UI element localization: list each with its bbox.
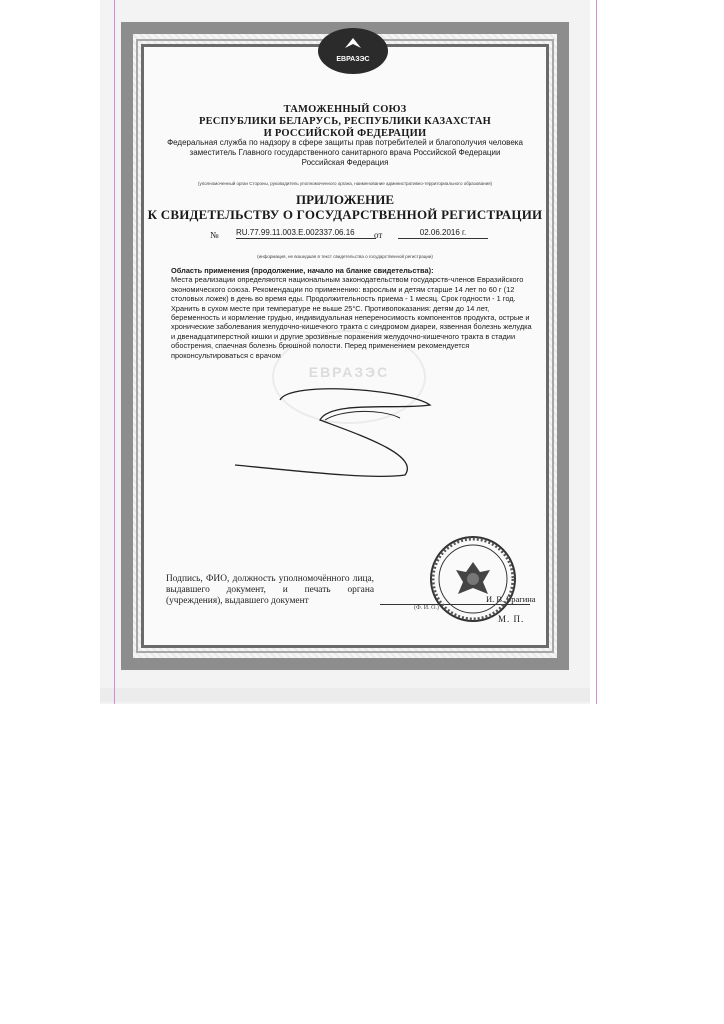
registration-number: RU.77.99.11.003.E.002337.06.16 xyxy=(236,228,376,239)
union-line-2: РЕСПУБЛИКИ БЕЛАРУСЬ, РЕСПУБЛИКИ КАЗАХСТАН xyxy=(198,116,491,127)
signer-name: И. В. Брагина xyxy=(486,594,536,604)
seal-place-mark: М. П. xyxy=(498,614,525,624)
evrazes-emblem xyxy=(318,28,388,74)
scope-text: Места реализации определяются национальным законодательством государств-членов Евразийского экономического союза. Рекомендации по применению: взрослым и детям старше 14 лет по 60 г (12 столовых ложек) в день во время еды. Продолжительность приема - 1 месяц. Срок годности - 1 год. Хранить в сухом месте при температуре не выше 25°С. Противопоказания: детям до 14 лет, беременность и кормление грудью, индивидуальная непереносимость компонентов продукта, острые и хронические заболевания желудочно-кишечного тракта с синдромом диареи, язвенная болезнь желудка и двенадцатиперстной кишки и другие эрозивные поражения желудочно-кишечного тракта в стадии обострения, спаечная болезнь брюшной полости. Перед применением рекомендуется проконсультироваться с врачом xyxy=(171,275,532,360)
union-line-3: И РОССИЙСКОЙ ФЕДЕРАЦИИ xyxy=(263,128,427,139)
watermark-text: ЕВРАЗЭС xyxy=(308,364,390,380)
right-margin-line xyxy=(596,0,597,704)
annex-subtitle: К СВИДЕТЕЛЬСТВУ О ГОСУДАРСТВЕННОЙ РЕГИСТРАЦИИ xyxy=(147,207,543,222)
scope-heading: Область применения (продолжение, начало на бланке свидетельства): xyxy=(171,266,434,275)
left-margin-line xyxy=(114,0,115,704)
agency-line-2: заместитель Главного государственного санитарного врача Российской Федерации xyxy=(189,148,501,157)
emblem-text: ЕВРАЗЭС xyxy=(336,56,370,63)
agency-line-3: Российская Федерация xyxy=(301,158,389,167)
fio-caption: (Ф. И. О.) xyxy=(414,605,439,611)
agency-line-1: Федеральная служба по надзору в сфере защиты прав потребителей и благополучия человека xyxy=(167,138,523,147)
info-caption: (информация, не вошедшая в текст свидетельства о государственной регистрации) xyxy=(257,254,433,259)
union-heading xyxy=(121,104,569,140)
agency-block xyxy=(121,138,569,168)
scan-edge xyxy=(100,688,590,702)
signature-caption: Подпись, ФИО, должность уполномочённого лица, выдавшего документ, и печать органа (учреждения), выдавшего документ xyxy=(166,574,374,606)
registration-line xyxy=(210,228,500,242)
signature-scribble xyxy=(230,380,450,490)
date-label: от xyxy=(374,230,383,240)
registration-date: 02.06.2016 г. xyxy=(398,228,488,239)
union-line-1: ТАМОЖЕННЫЙ СОЮЗ xyxy=(283,104,407,115)
bird-icon xyxy=(343,34,363,54)
number-label: № xyxy=(210,230,219,240)
authority-caption: (уполномоченный орган Стороны, руководитель уполномоченного органа, наименование административно-территориального образования) xyxy=(197,181,493,186)
official-stamp-icon xyxy=(428,534,518,624)
annex-title: ПРИЛОЖЕНИЕ xyxy=(295,192,395,207)
